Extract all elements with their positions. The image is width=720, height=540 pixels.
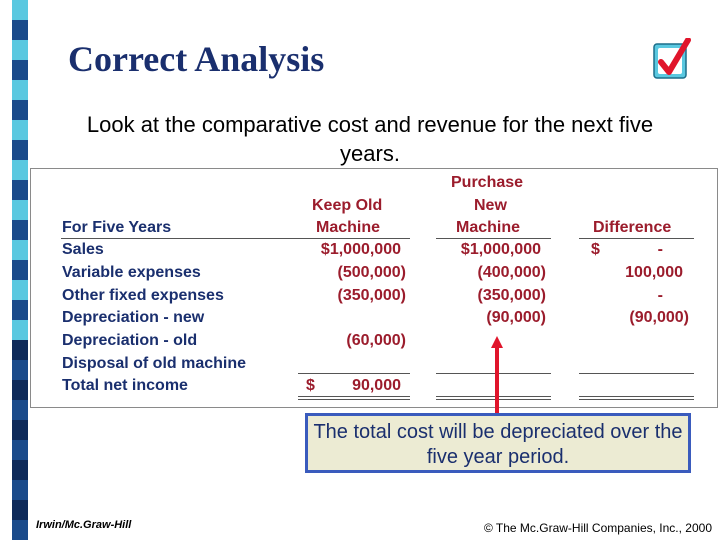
- double-rule-keep-1: [298, 396, 410, 397]
- slide-subtitle: Look at the comparative cost and revenue for the next five years.: [86, 112, 654, 166]
- row-header: For Five Years: [62, 219, 172, 236]
- cell-keep-sales: $1,000,000: [320, 241, 401, 258]
- slide-title: Correct Analysis: [68, 39, 325, 79]
- cell-diff-variable: 100,000: [625, 264, 683, 281]
- stripe-square: [12, 80, 28, 100]
- stripe-square: [12, 500, 28, 520]
- double-rule-keep-2: [298, 399, 410, 400]
- stripe-square: [12, 280, 28, 300]
- cell-keep-total: 90,000: [352, 377, 401, 394]
- stripe-square: [12, 40, 28, 60]
- cell-new-variable: (400,000): [477, 264, 546, 281]
- row-label-sales: Sales: [62, 241, 104, 258]
- stripe-square: [12, 260, 28, 280]
- footer-publisher: Irwin/Mc.Graw-Hill: [36, 519, 132, 531]
- row-label-total: Total net income: [62, 377, 188, 394]
- stripe-square: [12, 400, 28, 420]
- arrow-up-icon: [490, 334, 504, 414]
- stripe-square: [12, 120, 28, 140]
- header-difference: Difference: [593, 219, 672, 236]
- stripe-square: [12, 20, 28, 40]
- header-rule-keep: [298, 238, 410, 239]
- decorative-stripe: [0, 0, 28, 540]
- stripe-square: [12, 320, 28, 340]
- stripe-square: [12, 0, 28, 20]
- cell-keep-other-fixed: (350,000): [337, 287, 406, 304]
- stripe-square: [12, 160, 28, 180]
- stripe-square: [12, 100, 28, 120]
- cell-keep-variable: (500,000): [337, 264, 406, 281]
- header-rule-diff: [579, 238, 694, 239]
- stripe-square: [12, 240, 28, 260]
- cell-diff-sales: -: [657, 241, 663, 258]
- comparison-table: [30, 168, 718, 408]
- cell-new-sales: $1,000,000: [460, 241, 541, 258]
- stripe-square: [12, 220, 28, 240]
- cell-diff-other-fixed: -: [657, 287, 663, 304]
- stripe-square: [12, 480, 28, 500]
- row-label-variable: Variable expenses: [62, 264, 201, 281]
- stripe-square: [12, 140, 28, 160]
- header-purchase-2: New: [474, 197, 507, 214]
- header-keep-2: Machine: [316, 219, 381, 236]
- stripe-square: [12, 360, 28, 380]
- row-label-disposal: Disposal of old machine: [62, 355, 247, 372]
- stripe-square: [12, 420, 28, 440]
- checkmark-icon: [652, 38, 692, 82]
- cell-keep-total-sym: $: [306, 377, 315, 394]
- stripe-square: [12, 60, 28, 80]
- row-label-dep-old: Depreciation - old: [62, 332, 198, 349]
- stripe-square: [12, 520, 28, 540]
- stripe-square: [12, 380, 28, 400]
- total-rule-keep: [298, 373, 410, 374]
- stripe-square: [12, 440, 28, 460]
- header-purchase-3: Machine: [456, 219, 521, 236]
- double-rule-diff-1: [579, 396, 694, 397]
- callout-box: The total cost will be depreciated over the five year period.: [305, 413, 691, 473]
- header-rule-new: [436, 238, 551, 239]
- stripe-square: [12, 300, 28, 320]
- row-label-other-fixed: Other fixed expenses: [62, 287, 224, 304]
- cell-diff-dep-new: (90,000): [629, 309, 689, 326]
- double-rule-diff-2: [579, 399, 694, 400]
- stripe-square: [12, 180, 28, 200]
- stripe-square: [12, 340, 28, 360]
- header-keep-1: Keep Old: [312, 197, 383, 214]
- footer-copyright: © The Mc.Graw-Hill Companies, Inc., 2000: [483, 521, 712, 535]
- cell-diff-sales-sym: $: [591, 241, 600, 258]
- row-label-dep-new: Depreciation - new: [62, 309, 205, 326]
- header-purchase-1: Purchase: [451, 174, 524, 191]
- stripe-square: [12, 200, 28, 220]
- header-rule-label: [61, 238, 301, 239]
- stripe-square: [12, 460, 28, 480]
- cell-new-dep-new: (90,000): [486, 309, 546, 326]
- cell-keep-dep-old: (60,000): [346, 332, 406, 349]
- cell-new-other-fixed: (350,000): [477, 287, 546, 304]
- total-rule-diff: [579, 373, 694, 374]
